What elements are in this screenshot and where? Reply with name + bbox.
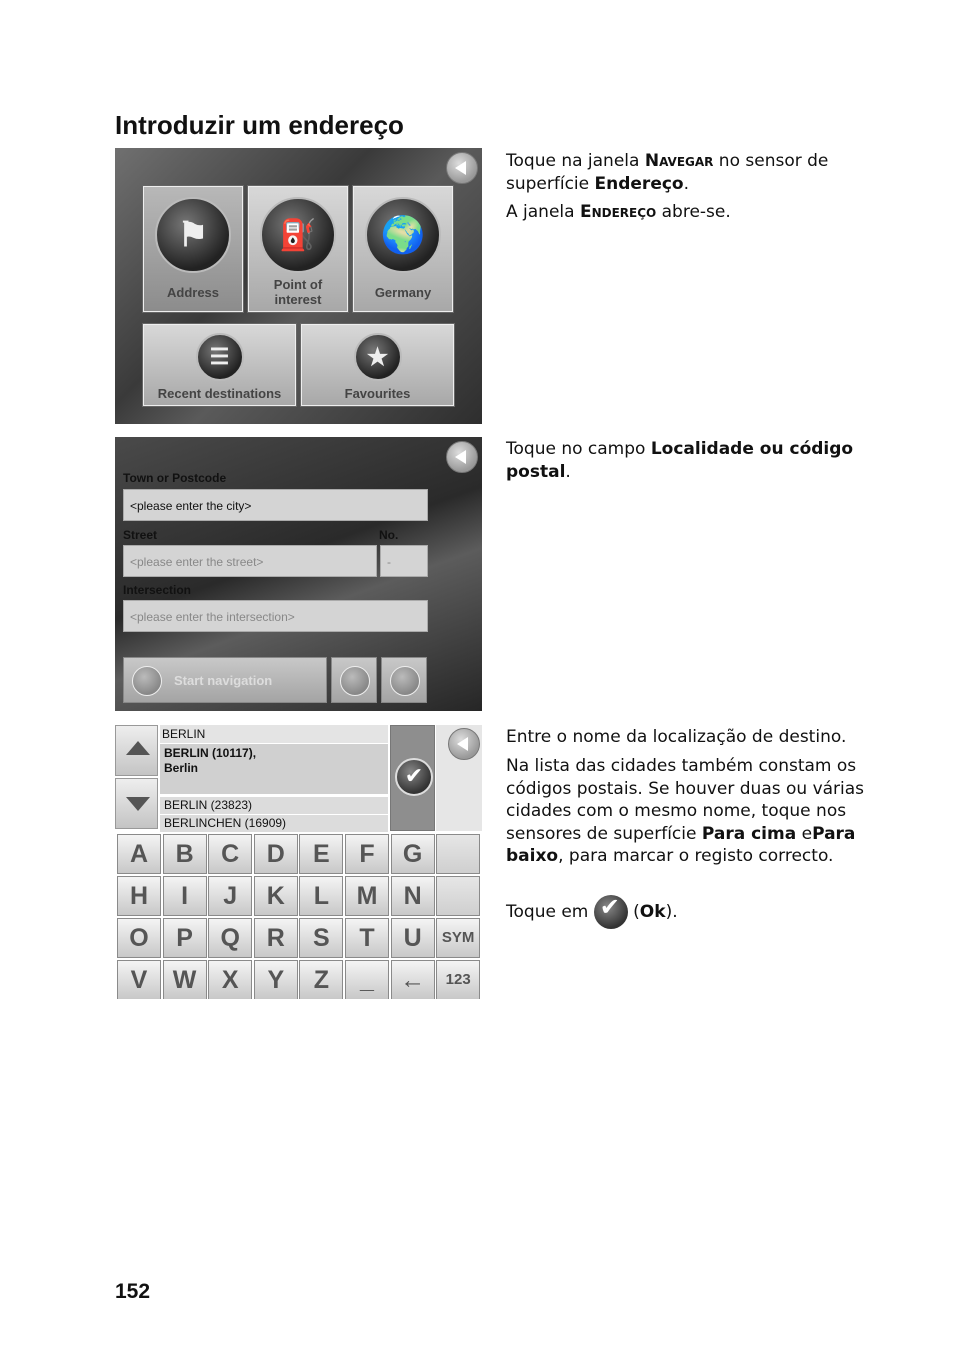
key-e[interactable]: E [299,834,343,874]
text: Toque em [506,902,594,922]
key-w[interactable]: W [163,960,207,999]
list-icon: ☰ [196,333,244,381]
number-input[interactable]: - [380,545,428,577]
street-input[interactable]: <please enter the street> [123,545,377,577]
down-term: Para baixo [506,823,856,866]
instruction-5 [506,755,890,868]
key-y[interactable]: Y [254,960,298,999]
key-f[interactable]: F [345,834,389,874]
key-_[interactable]: _ [345,960,389,999]
key-q[interactable]: Q [208,918,252,958]
text: . [683,173,690,194]
key-123[interactable]: 123 [436,960,480,999]
tile-label: Address [166,285,220,300]
arrow-up-icon [126,741,150,755]
tile-germany[interactable] [353,186,453,312]
key-b[interactable]: B [163,834,207,874]
text: abre-se. [656,202,731,222]
map-icon [340,666,370,696]
tile-address[interactable] [143,186,243,312]
key-g[interactable]: G [391,834,435,874]
list-item[interactable]: BERLINCHEN (16909) [160,815,388,832]
key-r[interactable]: R [254,918,298,958]
tile-label: Point of interest [273,277,323,307]
list-item[interactable]: BERLIN (23823) [160,797,388,814]
text: Toque no campo [506,439,651,459]
key-t[interactable]: T [345,918,389,958]
text: ). [665,902,678,922]
text: no sensor de superfície [506,151,829,194]
up-term: Para cima [701,823,797,844]
fuel-pump-icon: ⛽ [260,197,336,273]
text: ( [627,902,640,922]
keyboard-screenshot [115,725,482,999]
instruction-2 [506,201,890,224]
keyboard [115,832,482,999]
key-z[interactable]: Z [299,960,343,999]
tile-poi[interactable] [248,186,348,312]
tile-favourites[interactable] [301,324,454,406]
key-h[interactable]: H [117,876,161,916]
key-i[interactable]: I [163,876,207,916]
page-title: Introduzir um endereço [115,110,404,140]
key-m[interactable]: M [345,876,389,916]
town-label: Town or Postcode [123,471,227,485]
key-sym[interactable]: SYM [436,918,480,958]
back-icon[interactable] [446,152,478,184]
flag-icon: ⚑ [155,197,231,273]
key-u[interactable]: U [391,918,435,958]
navegar-term: Navegar [644,151,714,171]
tile-label: Germany [374,285,432,300]
key-p[interactable]: P [163,918,207,958]
globe-icon: 🌍 [365,197,441,273]
instruction-1 [506,150,890,195]
street-label: Street [123,528,158,542]
ok-button[interactable] [390,725,435,831]
city-input[interactable]: BERLIN [160,725,388,743]
key-x[interactable]: X [208,960,252,999]
text: . [565,461,571,482]
text: , para marcar o registo correcto. [558,846,834,866]
town-field-term: Localidade ou código postal [506,439,854,482]
key-s[interactable]: S [299,918,343,958]
page-number: 152 [115,1280,151,1303]
map-button[interactable] [331,657,377,703]
start-navigation-label: Start navigation [174,673,273,688]
navigation-arrow-icon [132,666,162,696]
tile-label: Favourites [344,386,411,401]
selected-city-line2: Berlin [164,761,199,775]
checkmark-icon: ✔ [395,758,433,796]
navigate-screenshot [115,148,482,424]
key-c[interactable]: C [208,834,252,874]
save-button[interactable] [381,657,427,703]
intersection-input[interactable]: <please enter the intersection> [123,600,428,632]
tile-recent-destinations[interactable] [143,324,296,406]
selected-city-line1: BERLIN (10117), [164,746,257,760]
key-v[interactable]: V [117,960,161,999]
ok-term: Ok [639,902,666,922]
text: e [796,823,813,844]
text: Toque na janela [506,151,645,171]
key-l[interactable]: L [299,876,343,916]
blank-key [436,876,480,916]
key-k[interactable]: K [254,876,298,916]
number-label: No. [379,528,399,542]
key-o[interactable]: O [117,918,161,958]
key-a[interactable]: A [117,834,161,874]
text: A janela [506,202,580,222]
endereco-window-term: Endereço [579,202,657,222]
instruction-3 [506,438,890,483]
text: Na lista das cidades também constam os códigos postais. Se houver duas ou várias cidades com o mesmo nome, toque nos sensores de superfície [506,756,865,844]
blank-key [436,834,480,874]
instruction-6 [506,895,890,929]
tile-label: Recent destinations [157,386,282,401]
save-icon [390,666,420,696]
start-navigation-button[interactable] [123,657,327,703]
back-icon[interactable] [446,441,478,473]
key-n[interactable]: N [391,876,435,916]
key-d[interactable]: D [254,834,298,874]
back-icon[interactable] [448,728,480,760]
star-icon: ★ [354,333,402,381]
address-form-screenshot [115,437,482,711]
instruction-4: Entre o nome da localização de destino. [506,727,847,747]
key-j[interactable]: J [208,876,252,916]
arrow-down-icon [126,797,150,811]
down-button[interactable] [115,778,158,829]
up-button[interactable] [115,725,158,776]
endereco-term: Endereço [594,173,684,194]
key-←[interactable]: ← [391,960,435,999]
town-input[interactable]: <please enter the city> [123,489,428,521]
ok-checkmark-icon [594,895,628,929]
selected-city[interactable] [160,744,388,794]
intersection-label: Intersection [123,583,192,597]
